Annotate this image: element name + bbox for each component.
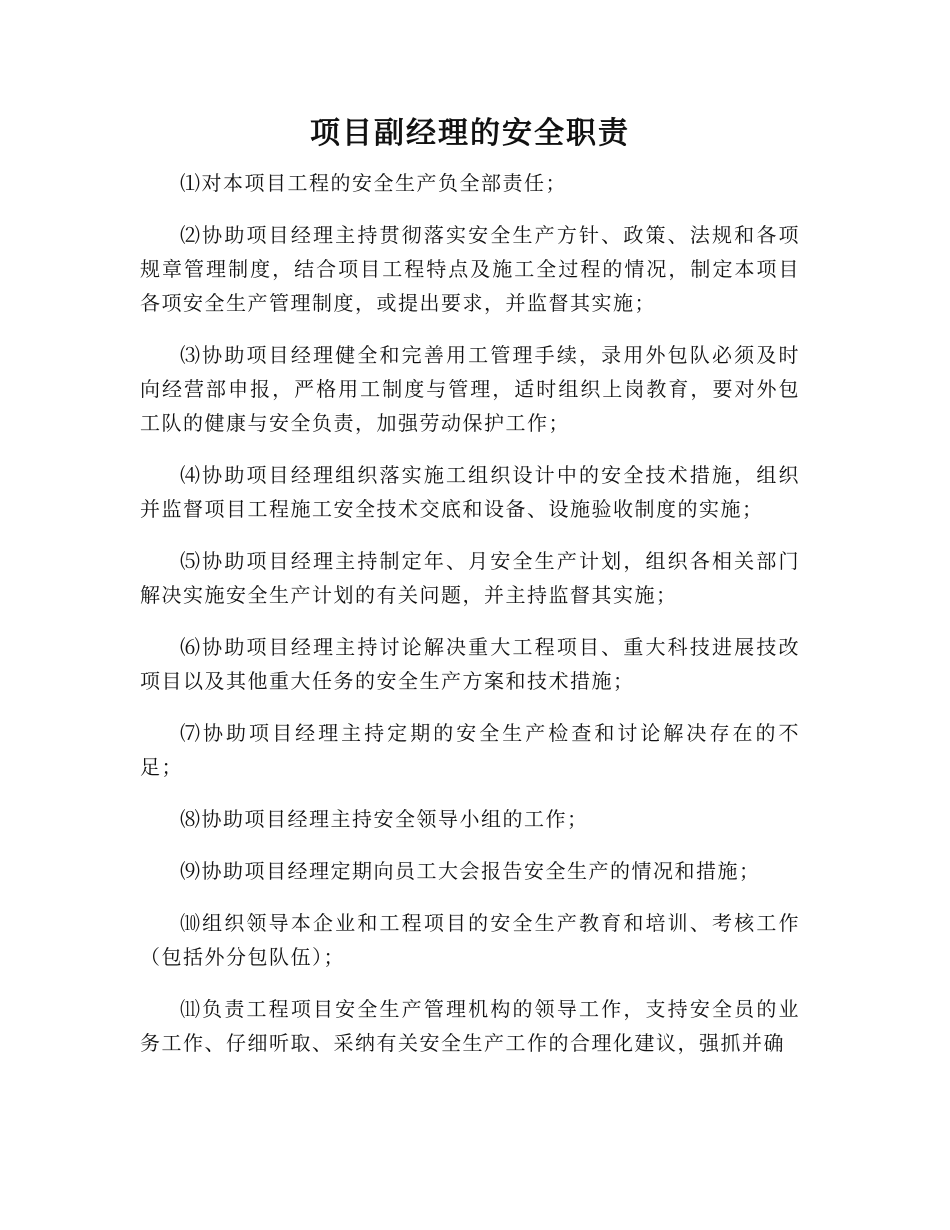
document-title: 项目副经理的安全职责 xyxy=(310,116,630,151)
paragraph-3: ⑶协助项目经理健全和完善用工管理手续，录用外包队必须及时向经营部申报，严格用工制度与管理，适时组织上岗教育，要对外包工队的健康与安全负责，加强劳动保护工作； xyxy=(140,343,800,435)
document-body xyxy=(140,166,800,1078)
paragraph-9: ⑼协助项目经理定期向员工大会报告安全生产的情况和措施； xyxy=(180,859,761,883)
paragraph-4: ⑷协助项目经理组织落实施工组织设计中的安全技术措施，组织并监督项目工程施工安全技术交底和设备、设施验收制度的实施； xyxy=(140,463,800,521)
paragraph-11: ⑾负责工程项目安全生产管理机构的领导工作，支持安全员的业务工作、仔细听取、采纳有关安全生产工作的合理化建议，强抓并确 xyxy=(140,997,800,1055)
paragraph-6: ⑹协助项目经理主持讨论解决重大工程项目、重大科技进展技改项目以及其他重大任务的安全生产方案和技术措施； xyxy=(140,635,800,693)
paragraph-7: ⑺协助项目经理主持定期的安全生产检查和讨论解决存在的不足； xyxy=(140,721,800,779)
paragraph-10: ⑽组织领导本企业和工程项目的安全生产教育和培训、考核工作（包括外分包队伍）； xyxy=(140,911,800,969)
paragraph-2: ⑵协助项目经理主持贯彻落实安全生产方针、政策、法规和各项规章管理制度，结合项目工程特点及施工全过程的情况，制定本项目各项安全生产管理制度，或提出要求，并监督其实施； xyxy=(140,223,800,315)
paragraph-1: ⑴对本项目工程的安全生产负全部责任； xyxy=(180,171,567,195)
paragraph-8: ⑻协助项目经理主持安全领导小组的工作； xyxy=(180,807,589,831)
paragraph-5: ⑸协助项目经理主持制定年、月安全生产计划，组织各相关部门解决实施安全生产计划的有关问题，并主持监督其实施； xyxy=(140,549,800,607)
